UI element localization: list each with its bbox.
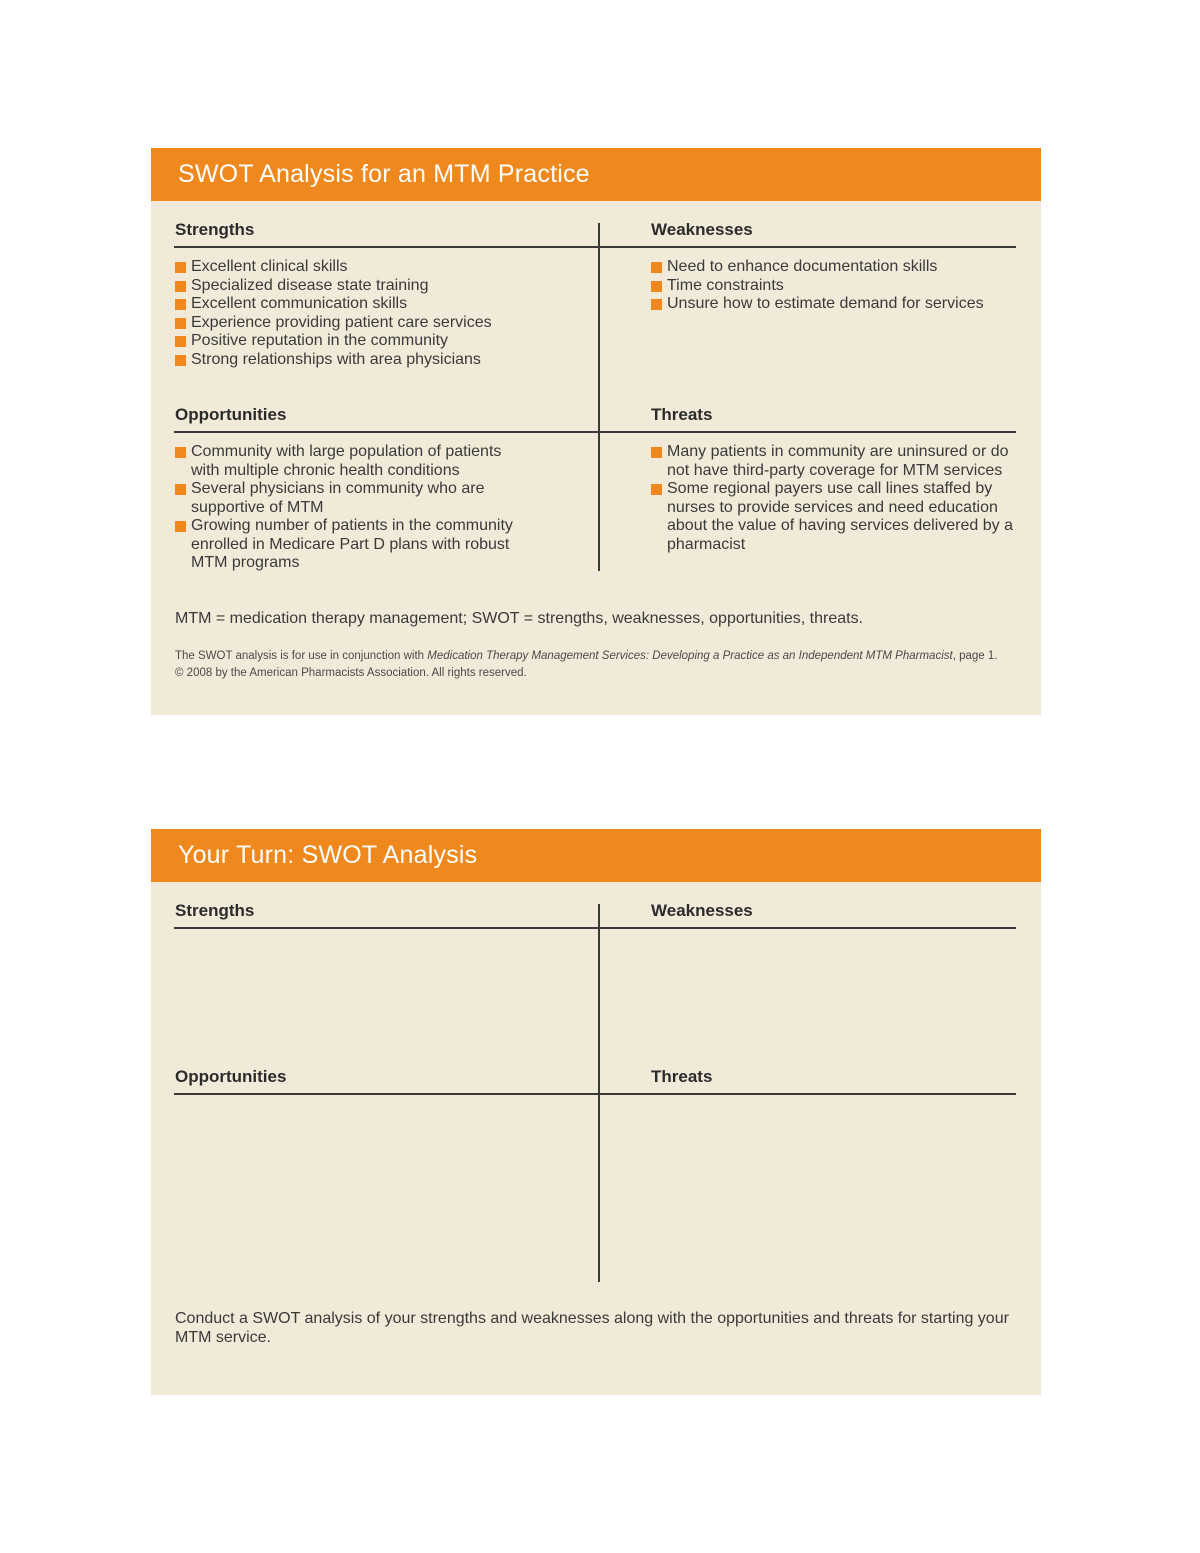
list-item: Many patients in community are uninsured or do not have third-party coverage for MTM services — [651, 443, 1016, 480]
opportunities-list — [175, 443, 530, 573]
instruction-text: Conduct a SWOT analysis of your strengths and weaknesses along with the opportunities and threats for starting your MTM service. — [175, 1310, 1009, 1346]
strengths-heading: Strengths — [175, 220, 255, 239]
vertical-divider — [598, 223, 600, 571]
middle-rule — [174, 1093, 1016, 1095]
abbreviations-note: MTM = medication therapy management; SWOT = strengths, weaknesses, opportunities, threats. — [175, 610, 864, 627]
list-item: Growing number of patients in the community enrolled in Medicare Part D plans with robust MTM programs — [175, 517, 530, 573]
weaknesses-heading: Weaknesses — [651, 901, 753, 920]
list-item: Several physicians in community who are supportive of MTM — [175, 480, 530, 517]
list-item: Strong relationships with area physicians — [175, 351, 575, 370]
threats-list — [651, 443, 1016, 554]
list-item: Excellent communication skills — [175, 295, 575, 314]
list-item: Specialized disease state training — [175, 277, 575, 296]
threats-heading: Threats — [651, 405, 713, 424]
list-item: Community with large population of patients with multiple chronic health conditions — [175, 443, 530, 480]
list-item: Experience providing patient care services — [175, 314, 575, 333]
copyright-credit — [175, 648, 1005, 682]
list-item: Unsure how to estimate demand for services — [651, 295, 1016, 314]
top-rule — [174, 927, 1016, 929]
list-item: Time constraints — [651, 277, 1016, 296]
swot-worksheet-panel — [151, 829, 1041, 1395]
middle-rule — [174, 431, 1016, 433]
panel-title: SWOT Analysis for an MTM Practice — [151, 148, 1041, 201]
credit-suffix: , page 1. © 2008 by the American Pharmacists Association. All rights reserved. — [175, 650, 998, 679]
threats-heading: Threats — [651, 1067, 713, 1086]
list-item: Excellent clinical skills — [175, 258, 575, 277]
opportunities-heading: Opportunities — [175, 405, 287, 424]
list-item: Positive reputation in the community — [175, 332, 575, 351]
list-item: Some regional payers use call lines staffed by nurses to provide services and need education about the value of having services delivered by a pharmacist — [651, 480, 1016, 554]
swot-example-panel — [151, 148, 1041, 715]
top-rule — [174, 246, 1016, 248]
strengths-list — [175, 258, 575, 369]
credit-prefix: The SWOT analysis is for use in conjunction with — [175, 650, 428, 662]
weaknesses-list — [651, 258, 1016, 314]
opportunities-heading: Opportunities — [175, 1067, 287, 1086]
weaknesses-heading: Weaknesses — [651, 220, 753, 239]
strengths-heading: Strengths — [175, 901, 255, 920]
credit-book-title: Medication Therapy Management Services: Developing a Practice as an Independent MTM Pharmacist — [427, 650, 953, 662]
list-item: Need to enhance documentation skills — [651, 258, 1016, 277]
panel-title: Your Turn: SWOT Analysis — [151, 829, 1041, 882]
